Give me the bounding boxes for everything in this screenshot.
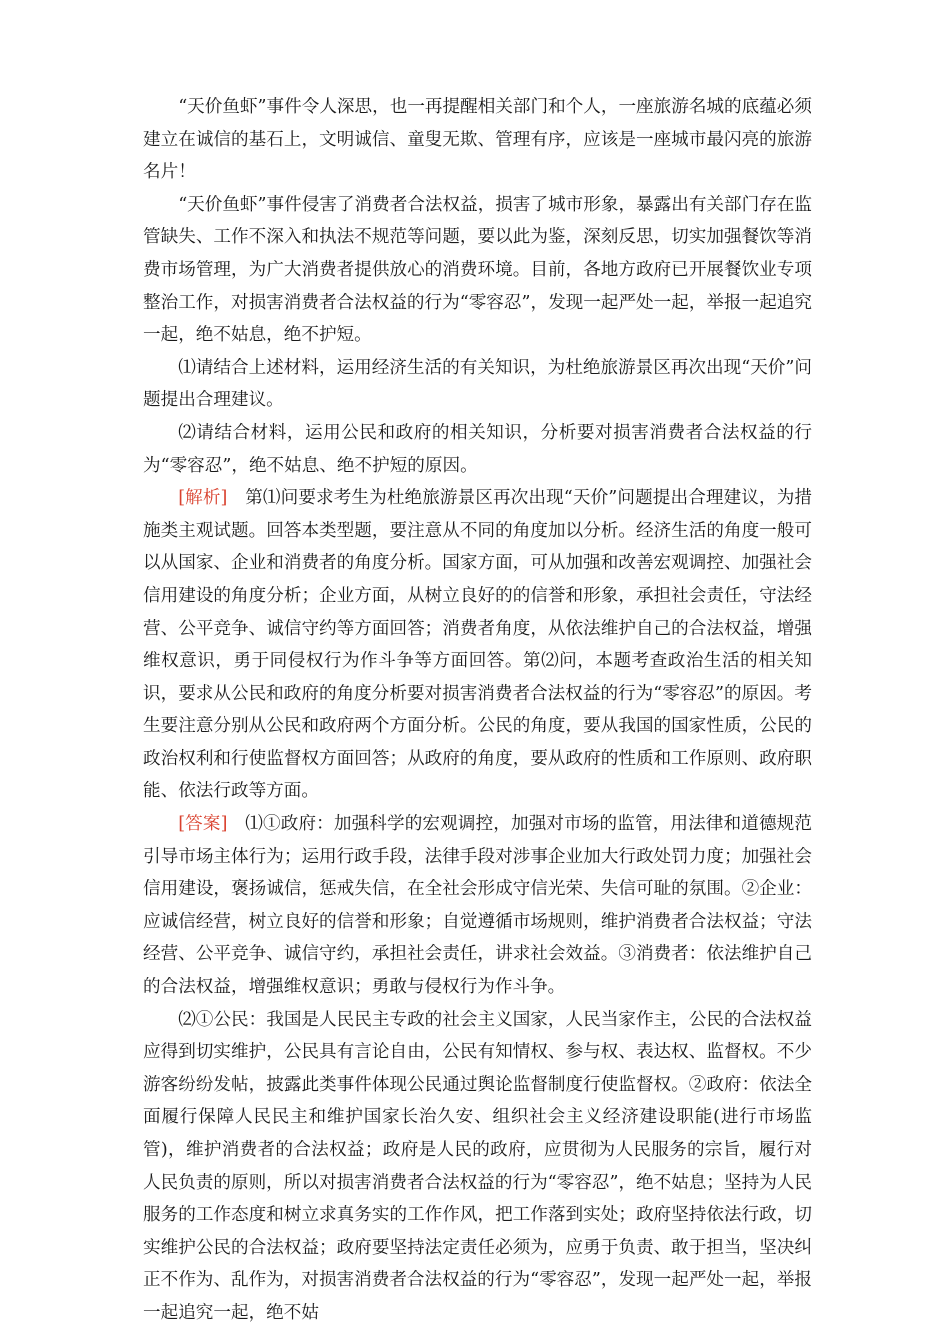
answer-paragraph-1 xyxy=(143,808,812,1004)
analysis-text: 第⑴问要求考生为杜绝旅游景区再次出现“天价”问题提出合理建议，为措施类主观试题。回答本类型题，要注意从不同的角度加以分析。经济生活的角度一般可以从国家、企业和消费者的角度分析。国家方面，可从加强和改善宏观调控、加强社会信用建设的角度分析；企业方面，从树立良好的的信誉和形象，承担社会责任，守法经营、公平竞争、诚信守约等方面回答；消费者角度，从依法维护自己的合法权益，增强维权意识，勇于同侵权行为作斗争等方面回答。第⑵问，本题考查政治生活的相关知识，要求从公民和政府的角度分析要对损害消费者合法权益的行为“零容忍”的原因。考生要注意分别从公民和政府两个方面分析。公民的角度，要从我国的国家性质，公民的政治权利和行使监督权方面回答；从政府的角度，要从政府的性质和工作原则、政府职能、依法行政等方面。 xyxy=(143,488,812,802)
analysis-paragraph xyxy=(143,482,812,808)
answer-tag: [答案] xyxy=(178,814,228,835)
material-paragraph-1: “天价鱼虾”事件令人深思，也一再提醒相关部门和个人，一座旅游名城的底蕴必须建立在诚信的基石上，文明诚信、童叟无欺、管理有序，应该是一座城市最闪亮的旅游名片！ xyxy=(143,97,812,183)
analysis-tag: [解析] xyxy=(178,488,228,509)
question-1: ⑴请结合上述材料，运用经济生活的有关知识，为杜绝旅游景区再次出现“天价”问题提出合理建议。 xyxy=(143,357,812,411)
answer-text-part1: ⑴①政府：加强科学的宏观调控，加强对市场的监管，用法律和道德规范引导市场主体行为；运用行政手段，法律手段对涉事企业加大行政处罚力度；加强社会信用建设，褒扬诚信，惩戒失信，在全社会形成守信光荣、失信可耻的氛围。②企业：应诚信经营，树立良好的信誉和形象；自觉遵循市场规则，维护消费者合法权益；守法经营、公平竞争、诚信守约，承担社会责任，讲求社会效益。③消费者：依法维护自己的合法权益，增强维权意识；勇敢与侵权行为作斗争。 xyxy=(143,814,812,998)
question-2: ⑵请结合材料，运用公民和政府的相关知识，分析要对损害消费者合法权益的行为“零容忍”，绝不姑息、绝不护短的原因。 xyxy=(143,422,812,476)
answer-paragraph-2: ⑵①公民：我国是人民民主专政的社会主义国家，人民当家作主，公民的合法权益应得到切实维护，公民具有言论自由，公民有知情权、参与权、表达权、监督权。不少游客纷纷发帖，披露此类事件体现公民通过舆论监督制度行使监督权。②政府：依法全面履行保障人民民主和维护国家长治久安、组织社会主义经济建设职能(进行市场监管)，维护消费者的合法权益；政府是人民的政府，应贯彻为人民服务的宗旨，履行对人民负责的原则，所以对损害消费者合法权益的行为“零容忍”，绝不姑息；坚持为人民服务的工作态度和树立求真务实的工作作风，把工作落到实处；政府坚持依法行政，切实维护公民的合法权益；政府要坚持法定责任必须为，应勇于负责、敢于担当，坚决纠正不作为、乱作为，对损害消费者合法权益的行为“零容忍”，发现一起严处一起，举报一起追究一起，绝不姑 xyxy=(143,1009,812,1323)
material-paragraph-2: “天价鱼虾”事件侵害了消费者合法权益，损害了城市形象，暴露出有关部门存在监管缺失、工作不深入和执法不规范等问题，要以此为鉴，深刻反思，切实加强餐饮等消费市场管理，为广大消费者提供放心的消费环境。目前，各地方政府已开展餐饮业专项整治工作，对损害消费者合法权益的行为“零容忍”，发现一起严处一起，举报一起追究一起，绝不姑息，绝不护短。 xyxy=(143,194,812,346)
